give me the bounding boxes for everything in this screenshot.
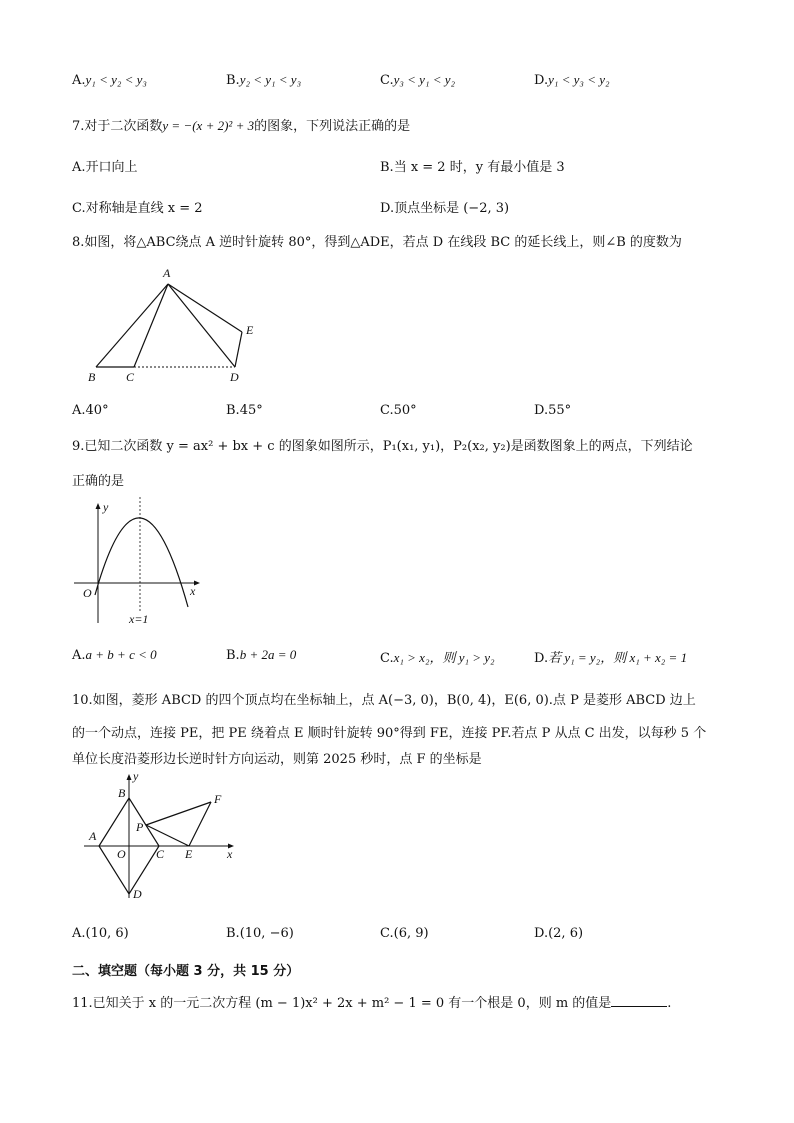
q8-option-d: D.55°	[534, 403, 572, 418]
q10-stem-line3: 单位长度沿菱形边长逆时针方向运动，则第 2025 秒时，点 F 的坐标是	[72, 752, 482, 767]
q8-option-a: A.40°	[72, 403, 109, 418]
q10-stem-line2: 的一个动点，连接 PE，把 PE 绕着点 E 顺时针旋转 90°得到 FE，连接 PF.若点 P 从点 C 出发，以每秒 5 个	[72, 726, 707, 741]
q9-label-origin: O	[83, 586, 92, 600]
q10-y-arrow	[127, 774, 132, 780]
q10-option-a: A.(10, 6)	[72, 926, 129, 941]
q7-option-a: A.开口向上	[72, 160, 138, 175]
q8-stem: 8.如图，将△ABC绕点 A 逆时针旋转 80°，得到△ADE，若点 D 在线段 BC 的延长线上，则∠B 的度数为	[72, 235, 682, 250]
q9-option-c: C.x₁ > x₂，则 y₁ > y₂	[380, 650, 495, 666]
section-heading-fill-in: 二、填空题（每小题 3 分，共 15 分）	[72, 964, 300, 979]
q8-option-b: B.45°	[226, 403, 263, 418]
q9-option-d: D.若 y₁ = y₂，则 x₁ + x₂ = 1	[534, 650, 688, 666]
q10-label-f: F	[214, 792, 222, 806]
q8-segment-ad	[168, 284, 235, 367]
q8-segment-ab	[96, 284, 168, 367]
q9-parabola	[95, 518, 188, 607]
q11-answer-blank[interactable]	[611, 994, 667, 1007]
q10-label-e: E	[185, 847, 193, 861]
q9-stem-line2: 正确的是	[72, 474, 125, 489]
q8-segment-de	[235, 332, 242, 367]
q7-option-d: D.顶点坐标是 (−2, 3)	[380, 201, 510, 216]
q6-option-c: C.y₃ < y₁ < y₂	[380, 72, 456, 88]
q8-segment-ac	[134, 284, 168, 367]
q10-stem-line1: 10.如图，菱形 ABCD 的四个顶点均在坐标轴上，点 A(−3, 0)，B(0, 4)，E(6, 0).点 P 是菱形 ABCD 边上	[72, 693, 696, 708]
q9-label-y: y	[103, 500, 109, 514]
q10-label-y: y	[133, 769, 139, 783]
q8-label-a: A	[163, 266, 171, 280]
q9-y-arrow	[96, 503, 101, 509]
q9-figure	[70, 495, 210, 630]
q10-label-a: A	[89, 829, 97, 843]
q10-option-c: C.(6, 9)	[380, 926, 429, 941]
q9-label-x: x	[190, 584, 196, 598]
q6-option-a: A.y₁ < y₂ < y₃	[72, 72, 147, 88]
q6-option-b: B.y₂ < y₁ < y₃	[226, 72, 302, 88]
q10-label-p: P	[136, 820, 144, 834]
q8-option-c: C.50°	[380, 403, 417, 418]
q9-label-axis: x=1	[129, 612, 149, 626]
q10-label-o: O	[117, 847, 126, 861]
q11-stem: 11.已知关于 x 的一元二次方程 (m − 1)x² + 2x + m² − 1 = 0 有一个根是 0，则 m 的值是 .	[72, 996, 672, 1011]
q9-option-b: B.b + 2a = 0	[226, 647, 297, 663]
q8-figure	[80, 262, 270, 387]
q6-option-d: D.y₁ < y₃ < y₂	[534, 72, 610, 88]
q10-label-x: x	[227, 847, 233, 861]
q8-label-d: D	[230, 370, 239, 384]
q10-option-b: B.(10, −6)	[226, 926, 294, 941]
q10-label-c: C	[156, 847, 165, 861]
q7-option-c: C.对称轴是直线 x = 2	[72, 201, 203, 216]
q10-figure	[80, 768, 250, 908]
q8-label-b: B	[88, 370, 96, 384]
q8-label-e: E	[246, 323, 254, 337]
q9-stem-line1: 9.已知二次函数 y = ax² + bx + c 的图象如图所示，P₁(x₁, y₁)，P₂(x₂, y₂)是函数图象上的两点，下列结论	[72, 439, 693, 454]
q8-segment-ae	[168, 284, 242, 332]
q10-label-b: B	[118, 786, 126, 800]
q9-option-a: A.a + b + c < 0	[72, 647, 157, 663]
q10-option-d: D.(2, 6)	[534, 926, 584, 941]
q8-label-c: C	[126, 370, 135, 384]
q7-option-b: B.当 x = 2 时，y 有最小值是 3	[380, 160, 565, 175]
q7-stem: 7.对于二次函数y = −(x + 2)² + 3的图象，下列说法正确的是	[72, 118, 411, 134]
q10-label-d: D	[133, 887, 142, 901]
